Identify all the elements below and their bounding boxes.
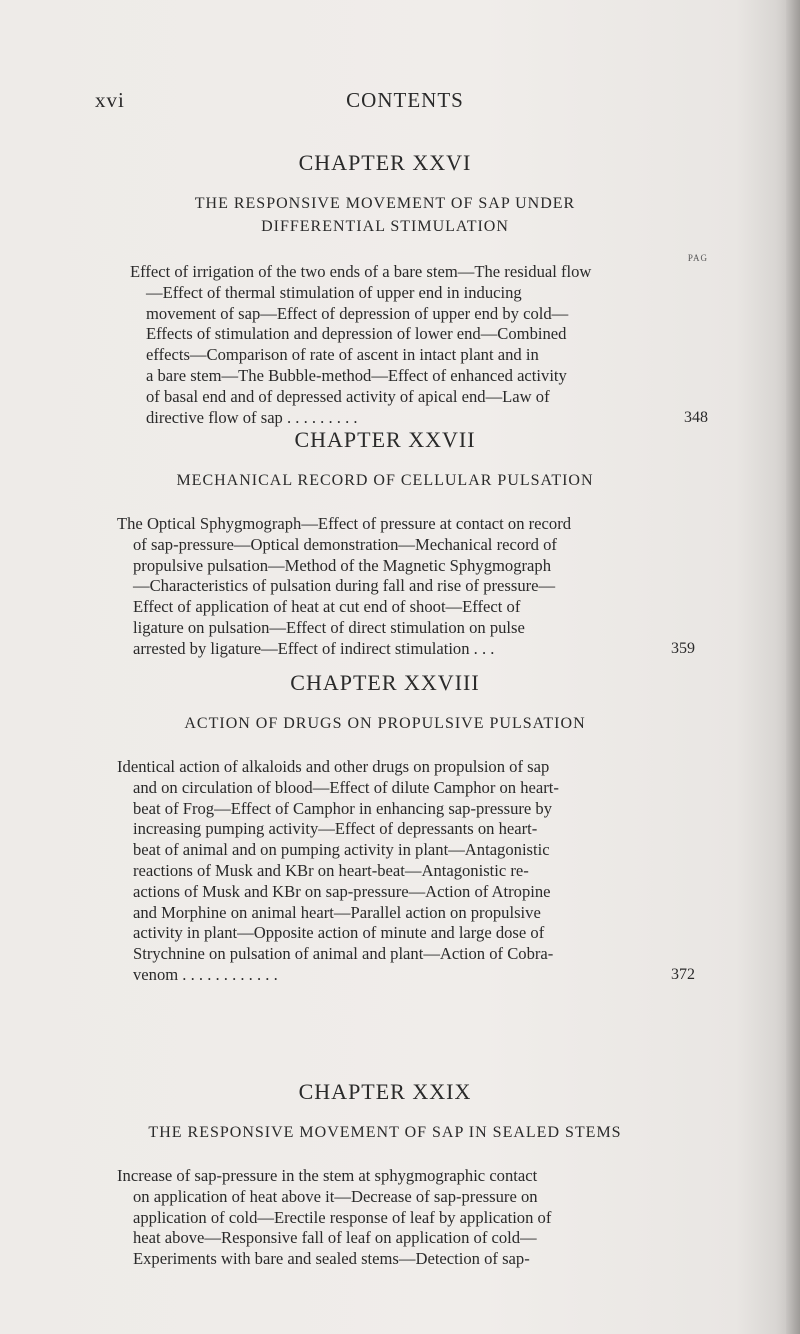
summary-line: and on circulation of blood—Effect of dilute Camphor on heart- — [133, 777, 559, 797]
chapter-title-line: MECHANICAL RECORD OF CELLULAR PULSATION — [176, 472, 594, 489]
chapter-number: CHAPTER XXVII — [294, 427, 476, 452]
summary-line: beat of animal and on pumping activity in plant—Antagonistic — [133, 840, 550, 860]
summary-line: —Effect of thermal stimulation of upper end in inducing — [146, 282, 522, 302]
summary-line: and Morphine on animal heart—Parallel action on propulsive — [133, 902, 541, 922]
folio: xvi — [95, 88, 125, 112]
chapter-summary — [130, 253, 708, 428]
summary-line: a bare stem—The Bubble-method—Effect of enhanced activity — [146, 365, 567, 385]
summary-line: ligature on pulsation—Effect of direct stimulation on pulse — [133, 617, 525, 637]
summary-line: Effect of irrigation of the two ends of a bare stem—The residual flow — [130, 262, 592, 281]
chapter-title-line: THE RESPONSIVE MOVEMENT OF SAP UNDER — [194, 195, 576, 212]
summary-line: of basal end and of depressed activity of apical end—Law of — [146, 386, 550, 406]
summary-line: on application of heat above it—Decrease of sap-pressure on — [133, 1186, 538, 1206]
summary-line: venom . . . . . . . . . . . . — [133, 964, 278, 984]
chapter-26 — [130, 150, 708, 428]
summary-line: arrested by ligature—Effect of indirect stimulation . . . — [133, 638, 495, 658]
page-number: 348 — [684, 409, 708, 426]
summary-line: reactions of Musk and KBr on heart-beat—Antagonistic re- — [133, 860, 529, 880]
chapter-summary — [117, 1166, 655, 1270]
page-edge — [786, 0, 800, 1334]
summary-line: beat of Frog—Effect of Camphor in enhancing sap-pressure by — [133, 798, 553, 818]
summary-line: heat above—Responsive fall of leaf on application of cold— — [133, 1228, 537, 1248]
page-number: 359 — [671, 640, 695, 657]
summary-line: application of cold—Erectile response of leaf by application of — [133, 1207, 552, 1227]
chapter-title-line: THE RESPONSIVE MOVEMENT OF SAP IN SEALED STEMS — [148, 1124, 622, 1141]
chapter-summary — [117, 514, 695, 660]
chapter-title — [115, 1121, 655, 1144]
summary-line: effects—Comparison of rate of ascent in intact plant and in — [146, 345, 539, 365]
chapter-title — [130, 192, 640, 238]
summary-line: The Optical Sphygmograph—Effect of pressure at contact on record — [117, 514, 572, 533]
running-title: CONTENTS — [346, 88, 464, 112]
summary-line: Increase of sap-pressure in the stem at sphygmographic contact — [117, 1166, 538, 1185]
summary-line: Experiments with bare and sealed stems—Detection of sap- — [133, 1249, 530, 1269]
chapter-number: CHAPTER XXVIII — [290, 670, 480, 695]
chapter-summary — [117, 757, 695, 986]
summary-line: —Characteristics of pulsation during fall and rise of pressure— — [133, 576, 556, 596]
summary-line: Identical action of alkaloids and other drugs on propulsion of sap — [117, 757, 550, 776]
chapter-28 — [117, 670, 695, 986]
summary-line: actions of Musk and KBr on sap-pressure—Action of Atropine — [133, 881, 551, 901]
summary-line: of sap-pressure—Optical demonstration—Mechanical record of — [133, 534, 557, 554]
page-column-heading: PAG — [687, 253, 708, 263]
chapter-29 — [115, 1079, 655, 1270]
chapter-number: CHAPTER XXIX — [298, 1079, 472, 1104]
summary-line: Effects of stimulation and depression of lower end—Combined — [146, 324, 567, 344]
summary-line: movement of sap—Effect of depression of upper end by cold— — [146, 303, 569, 323]
chapter-title — [130, 469, 640, 492]
summary-line: propulsive pulsation—Method of the Magnetic Sphygmograph — [133, 555, 552, 575]
summary-line: activity in plant—Opposite action of minute and large dose of — [133, 923, 545, 943]
summary-line: increasing pumping activity—Effect of depressants on heart- — [133, 819, 538, 839]
summary-line: directive flow of sap . . . . . . . . . — [146, 407, 358, 427]
chapter-27 — [117, 427, 695, 660]
summary-line: Effect of application of heat at cut end of shoot—Effect of — [133, 597, 521, 617]
chapter-number: CHAPTER XXVI — [298, 150, 472, 175]
summary-line: Strychnine on pulsation of animal and plant—Action of Cobra- — [133, 944, 554, 964]
chapter-title — [130, 712, 640, 735]
chapter-title-line: DIFFERENTIAL STIMULATION — [261, 218, 509, 235]
page-number: 372 — [671, 966, 695, 983]
chapter-title-line: ACTION OF DRUGS ON PROPULSIVE PULSATION — [184, 715, 586, 732]
